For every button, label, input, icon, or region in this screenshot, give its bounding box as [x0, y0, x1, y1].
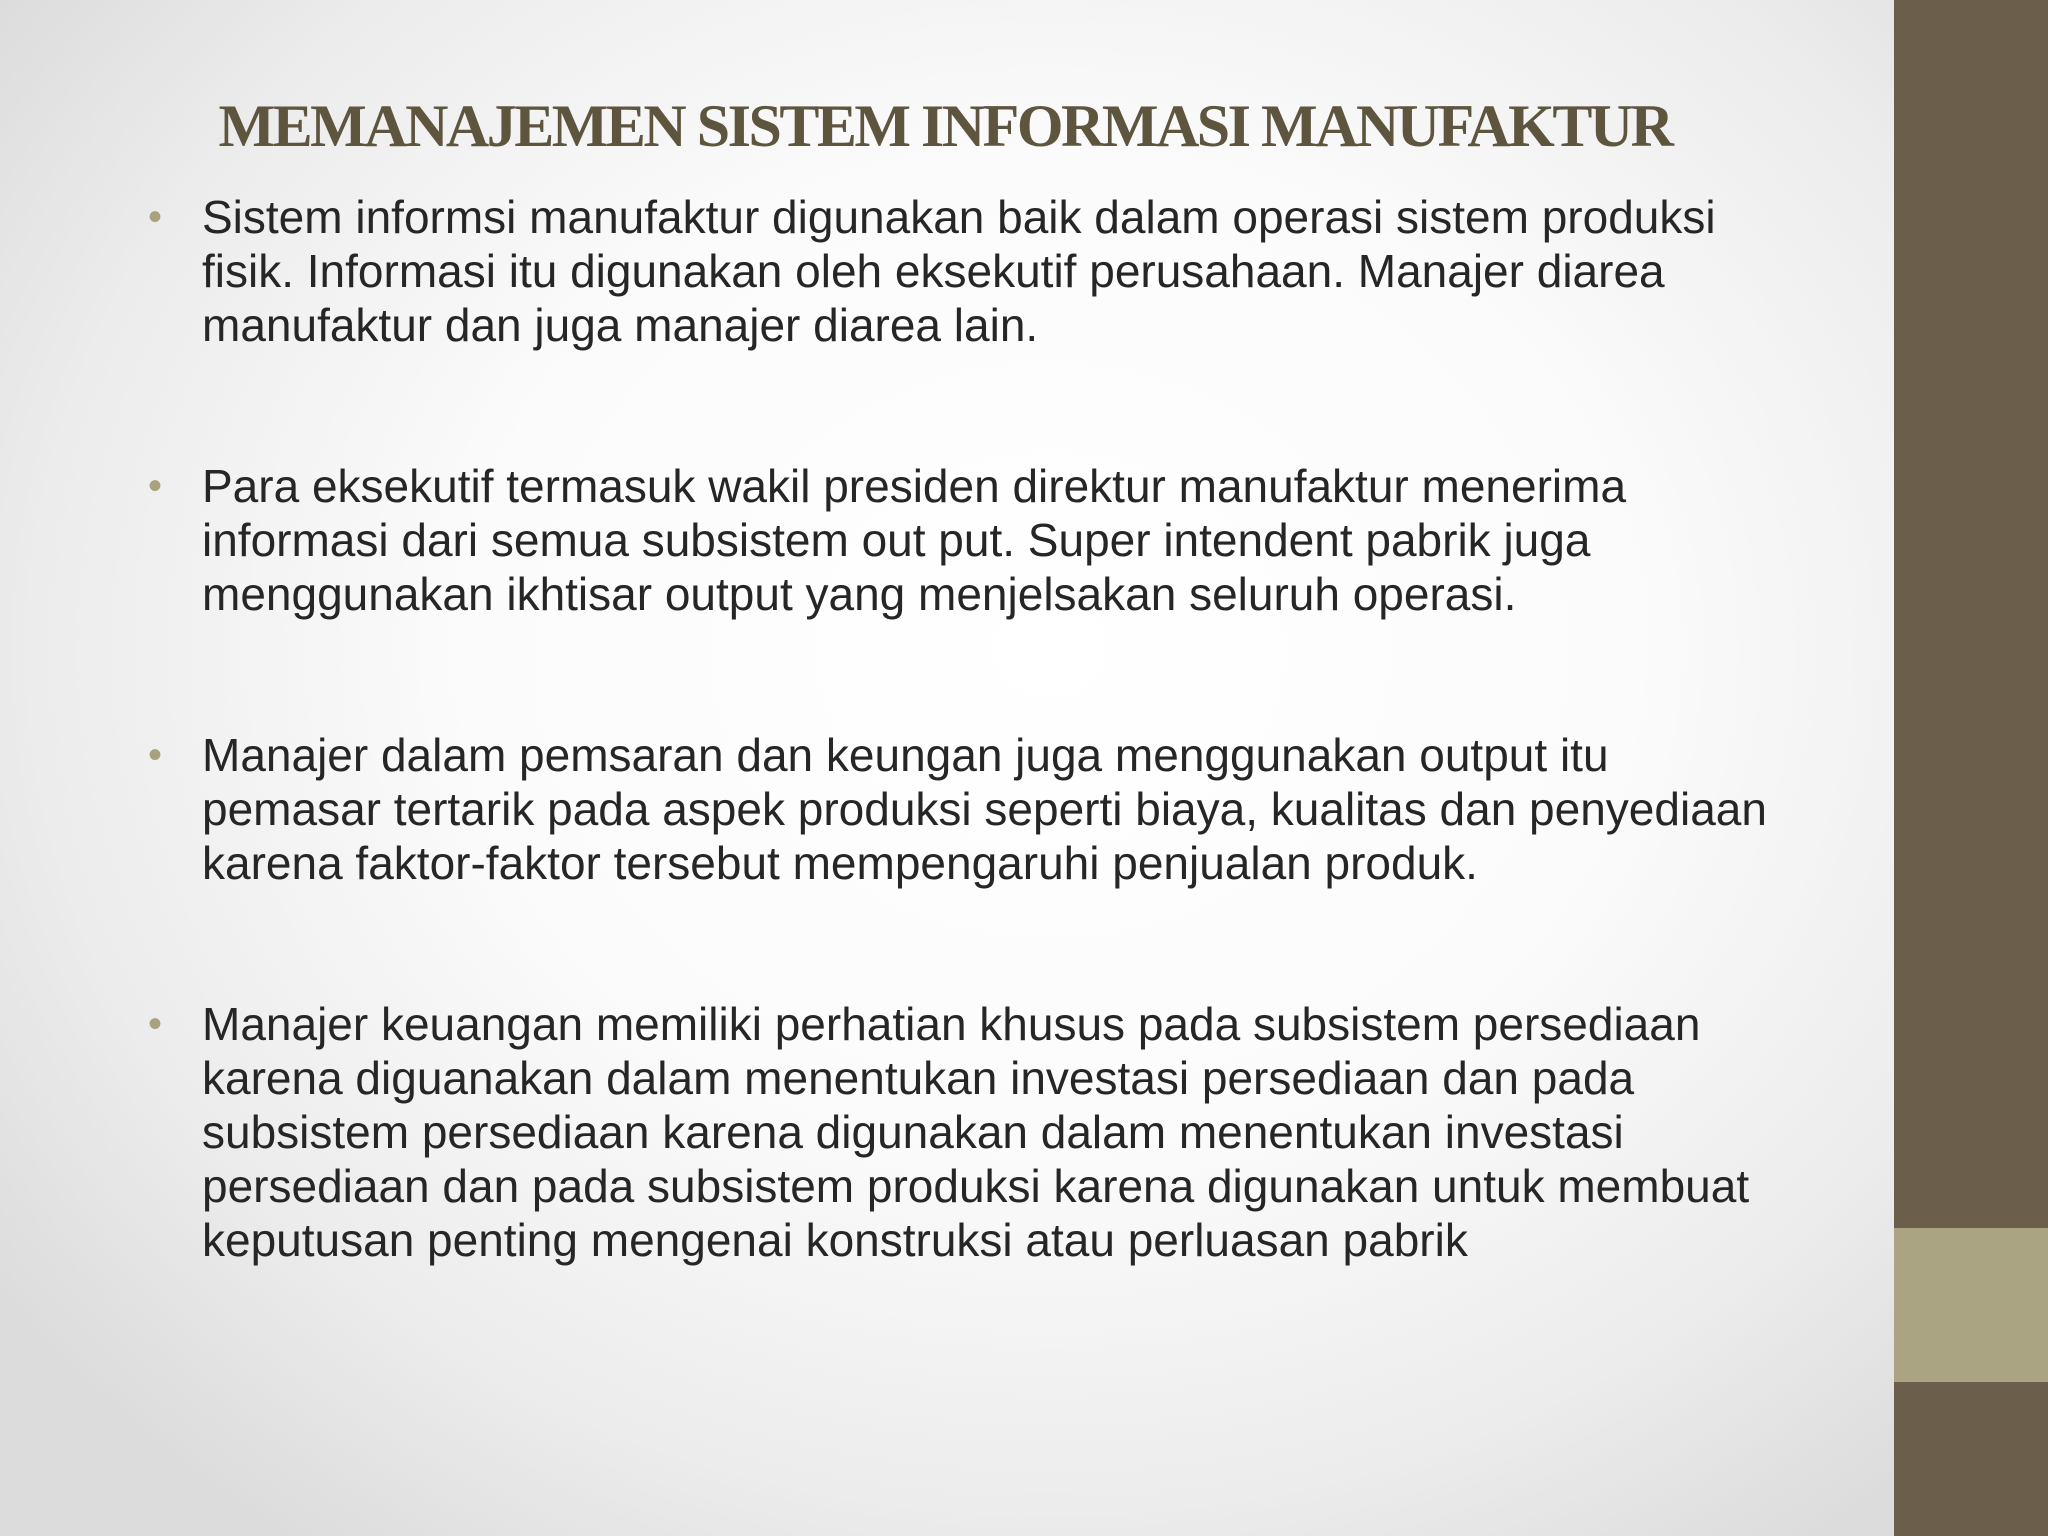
bullet-item [148, 997, 1798, 1267]
bullet-list [148, 190, 1798, 1267]
bullet-item [148, 190, 1798, 352]
slide-title: MEMANAJEMEN SISTEM INFORMASI MANUFAKTUR [218, 93, 1672, 159]
side-bar-accent [1894, 1228, 2048, 1382]
bullet-text: Manajer dalam pemsaran dan keungan juga menggunakan output itu pemasar tertarik pada aspek produksi seperti biaya, kualitas dan penyediaan karena faktor-faktor tersebut mempengaruhi penjualan produk. [202, 729, 1767, 889]
bullet-dot-icon: • [148, 195, 163, 239]
bullet-text: Para eksekutif termasuk wakil presiden direktur manufaktur menerima informasi dari semua subsistem out put. Super intendent pabrik juga menggunakan ikhtisar output yang menjelsakan seluruh operasi. [202, 460, 1627, 620]
bullet-item [148, 459, 1798, 621]
bullet-dot-icon: • [148, 464, 163, 508]
bullet-text: Sistem informsi manufaktur digunakan baik dalam operasi sistem produksi fisik. Informasi itu digunakan oleh eksekutif perusahaan. Manajer diarea manufaktur dan juga manajer diarea lain. [202, 191, 1716, 351]
bullet-dot-icon: • [148, 1002, 163, 1046]
bullet-dot-icon: • [148, 733, 163, 777]
bullet-item [148, 728, 1798, 890]
bullet-text: Manajer keuangan memiliki perhatian khusus pada subsistem persediaan karena diguanakan dalam menentukan investasi persediaan dan pada subsistem persediaan karena digunakan dalam menentukan investasi persediaan dan pada subsistem produksi karena digunakan untuk membuat keputusan penting mengenai konstruksi atau perluasan pabrik [202, 998, 1750, 1266]
